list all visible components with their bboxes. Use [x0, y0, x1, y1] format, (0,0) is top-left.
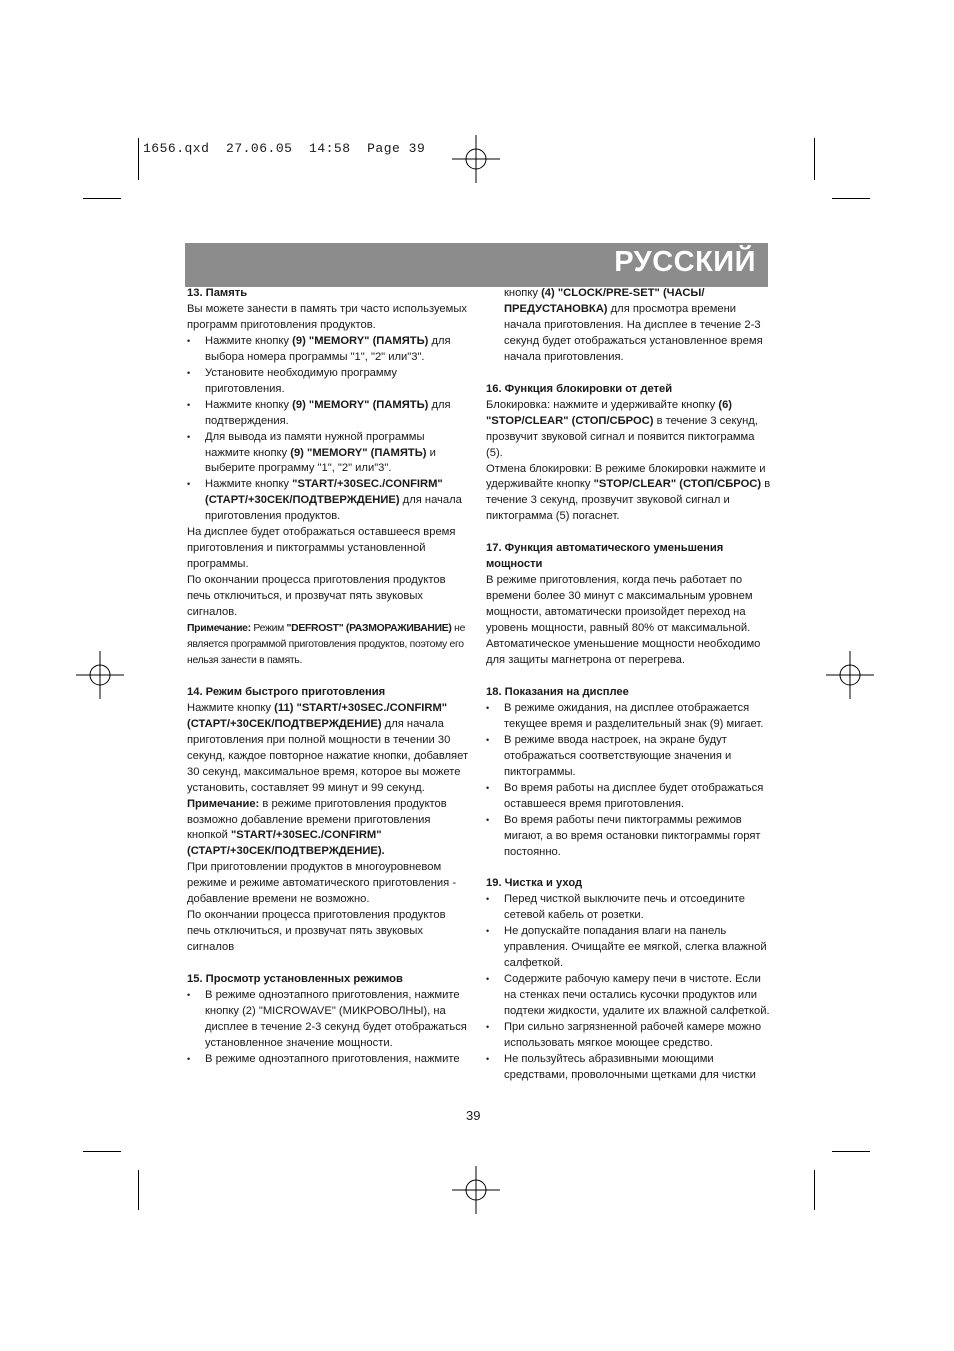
list-item: • Во время работы печи пиктограммы режимов мигают, а во время остановки пиктограммы горят постоянно.	[486, 813, 771, 861]
list-item: • При сильно загрязненной рабочей камере можно использовать мягкое моющее средство.	[486, 1020, 771, 1052]
section-16-title: 16. Функция блокировки от детей	[486, 382, 673, 395]
paragraph: Блокировка: нажмите и удерживайте кнопку (6) "STOP/CLEAR" (СТОП/СБРОС) в течение 3 секунд, прозвучит звуковой сигнал и появится пиктограмма (5).	[486, 398, 758, 459]
section-15-continued: кнопку (4) "CLOCK/PRE-SET" (ЧАСЫ/ ПРЕДУСТАНОВКА) для просмотра времени начала приготовления. На дисплее в течение 2-3 секунд будет отображаться установленное время начала приготовления.	[504, 287, 763, 363]
list-item: • Установите необходимую программу приготовления.	[187, 366, 472, 398]
list-item: • В режиме одноэтапного приготовления, нажмите кнопку (2) "MICROWAVE" (МИКРОВОЛНЫ), на дисплее в течение 2-3 секунд будет отображаться установленное значение мощности.	[187, 988, 472, 1052]
section-13-intro: Вы можете занести в память три часто используемых программ приготовления продуктов.	[187, 302, 467, 331]
banner-title: РУССКИЙ	[614, 246, 756, 278]
paragraph: В режиме приготовления, когда печь работает по времени более 30 минут с максимальным уровнем мощности, автоматически произойдет переход на уровень мощности, равный 80% от максимальной. Автоматическое уменьшение мощности необходимо для защиты магнетрона от перегрева.	[486, 574, 761, 667]
section-14-title: 14. Режим быстрого приготовления	[187, 685, 386, 698]
section-15-title: 15. Просмотр установленных режимов	[187, 973, 403, 986]
note: Примечание: Режим "DEFROST" (РАЗМОРАЖИВАНИЕ) не является программой приготовления продуктов, поэтому его нельзя занести в память.	[187, 623, 466, 666]
list-item: • Нажмите кнопку (9) "MEMORY" (ПАМЯТЬ) для выбора номера программы "1", "2" или"3".	[187, 334, 472, 366]
paragraph: На дисплее будет отображаться оставшееся время приготовления и пиктограммы установленной программы.	[187, 526, 456, 571]
section-18-title: 18. Показания на дисплее	[486, 685, 629, 698]
list-item: • Не пользуйтесь абразивными моющими средствами, проволочными щетками для чистки	[486, 1052, 771, 1084]
paragraph: При приготовлении продуктов в многоуровневом режиме и режиме автоматического приготовления - добавление времени не возможно.	[187, 861, 457, 906]
language-banner	[185, 243, 768, 287]
registration-mark-right-icon	[826, 651, 874, 699]
list-item: • В режиме ожидания, на дисплее отображается текущее время и разделительный знак (9) мигает.	[486, 701, 771, 733]
list-item: • Нажмите кнопку (9) "MEMORY" (ПАМЯТЬ) для подтверждения.	[187, 398, 472, 430]
list-item: • Во время работы на дисплее будет отображаться оставшееся время приготовления.	[486, 781, 771, 813]
page-number: 39	[466, 1108, 481, 1123]
registration-mark-left-icon	[76, 651, 124, 699]
list-item: • В режиме ввода настроек, на экране будут отображаться соответствующие значения и пиктограммы.	[486, 733, 771, 781]
list-item: • Перед чисткой выключите печь и отсоедините сетевой кабель от розетки.	[486, 892, 771, 924]
left-column	[187, 286, 472, 1068]
list-item: • В режиме одноэтапного приготовления, нажмите	[187, 1052, 472, 1068]
section-17-title: 17. Функция автоматического уменьшения мощности	[486, 542, 724, 571]
section-13-title: 13. Память	[187, 287, 248, 299]
right-column	[486, 286, 771, 1084]
list-item: • Не допускайте попадания влаги на панель управления. Очищайте ее мягкой, слегка влажной салфеткой.	[486, 924, 771, 972]
print-slug: 1656.qxd 27.06.05 14:58 Page 39	[143, 141, 426, 156]
section-19-title: 19. Чистка и уход	[486, 877, 583, 890]
list-item: • Нажмите кнопку "START/+30SEC./CONFIRM" (СТАРТ/+30СЕК/ПОДТВЕРЖДЕНИЕ) для начала приготовления продуктов.	[187, 477, 472, 525]
note: Примечание: в режиме приготовления продуктов возможно добавление времени приготовления кнопкой "START/+30SEC./CONFIRM" (СТАРТ/+30СЕК/ПОДТВЕРЖДЕНИЕ).	[187, 797, 447, 858]
paragraph: По окончании процесса приготовления продуктов печь отключиться, и прозвучат пять звуковых сигналов	[187, 909, 446, 954]
paragraph: Нажмите кнопку (11) "START/+30SEC./CONFIRM" (СТАРТ/+30СЕК/ПОДТВЕРЖДЕНИЕ) для начала приготовления при полной мощности в течении 30 секунд, каждое повторное нажатие кнопки, добавляет 30 секунд, максимальное время, которое вы можете установить, составляет 99 минут и 99 секунд.	[187, 701, 469, 794]
list-item: • Содержите рабочую камеру печи в чистоте. Если на стенках печи остались кусочки продуктов или подтеки жидкости, удалите их влажной салфеткой.	[486, 972, 771, 1020]
registration-mark-top-icon	[452, 135, 500, 183]
registration-mark-bottom-icon	[452, 1166, 500, 1214]
list-item: • Для вывода из памяти нужной программы нажмите кнопку (9) "MEMORY" (ПАМЯТЬ) и выберите программу "1", "2" или"3".	[187, 430, 472, 478]
paragraph: По окончании процесса приготовления продуктов печь отключиться, и прозвучат пять звуковых сигналов.	[187, 574, 446, 619]
paragraph: Отмена блокировки: В режиме блокировки нажмите и удерживайте кнопку "STOP/CLEAR" (СТОП/СБРОС) в течение 3 секунд, прозвучит звуковой сигнал и пиктограмма (5) погаснет.	[486, 462, 771, 523]
